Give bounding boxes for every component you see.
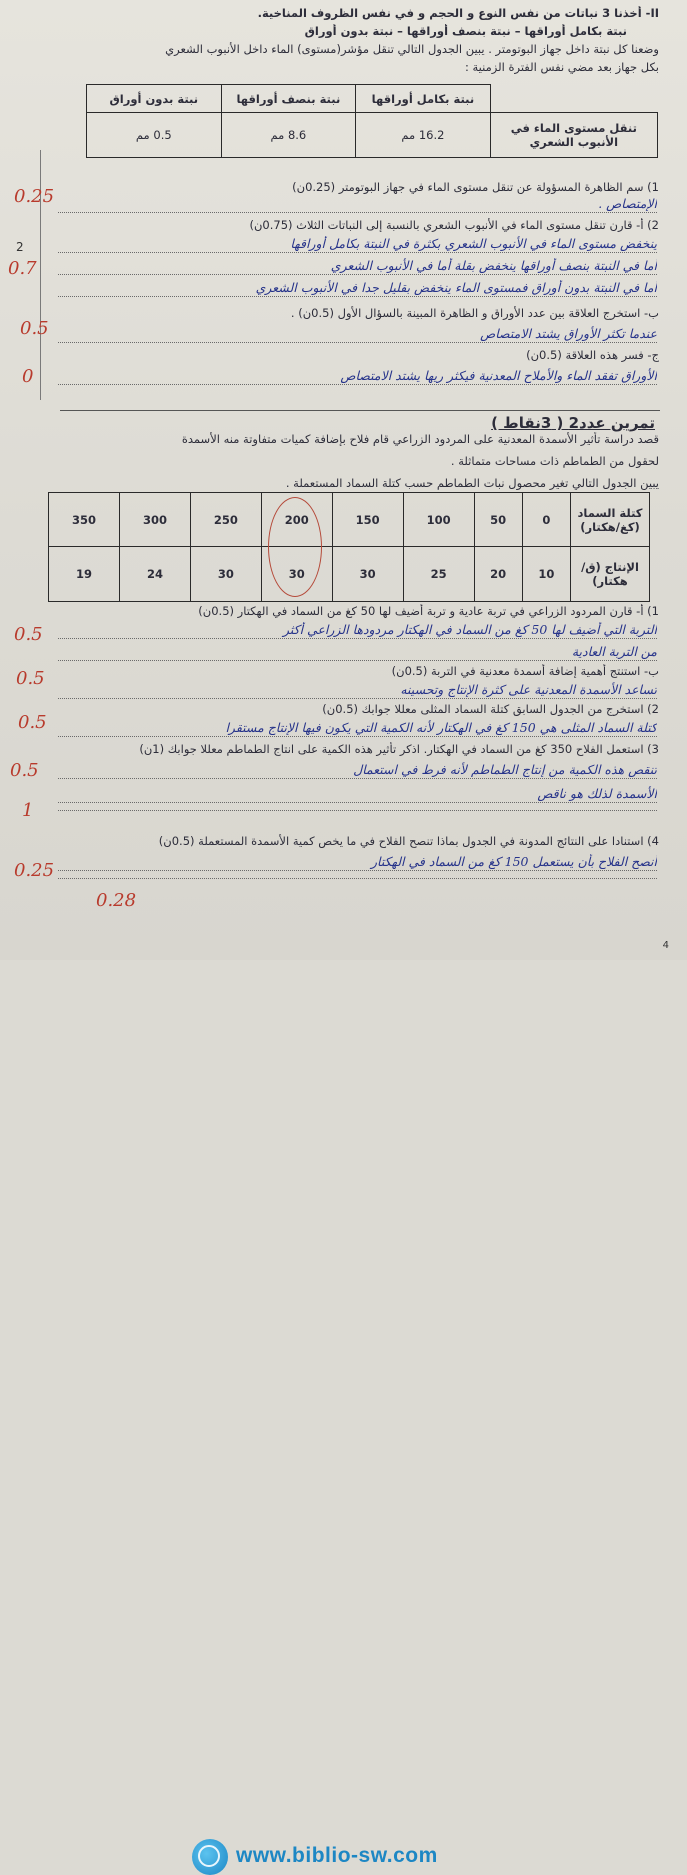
page-number: 4 — [662, 940, 669, 951]
margin-score-total: 2 — [16, 240, 24, 254]
table2-mass-cell: 250 — [190, 493, 261, 547]
exercise-2-title: تمرين عدد2 ( 3نقاط ) — [491, 414, 655, 432]
answer-2-3-line3 — [58, 810, 657, 811]
globe-logo-icon — [192, 1839, 228, 1875]
table2-mass-cell: 150 — [332, 493, 403, 547]
answer-1-2a-line2: أما في النبتة بنصف أوراقها ينخفض بقلة أما في الأنبوب الشعري — [58, 258, 657, 275]
answer-1-2b: عندما تكثر الأوراق يشتد الامتصاص — [58, 326, 657, 343]
table2-mass-cell: 200 — [261, 493, 332, 547]
table2-yield-cell: 30 — [261, 547, 332, 602]
table2-mass-cell: 50 — [474, 493, 522, 547]
site-url[interactable]: www.biblio-sw.com — [236, 1844, 438, 1867]
table2-yield-cell: 24 — [120, 547, 191, 602]
table-water-level — [86, 84, 658, 158]
section1-number: II- — [645, 6, 659, 20]
answer-2-3-line1: تنقص هذه الكمية من إنتاج الطماطم لأنه فرط في استعمال — [58, 762, 657, 779]
question-1-2c: ج- فسر هذه العلاقة (0.5ن) — [526, 348, 659, 362]
table2-yield-cell: 10 — [522, 547, 570, 602]
grade-mark: 0.28 — [96, 890, 137, 911]
section1-intro-text: أخذنا 3 نباتات من نفس النوع و الحجم و في نفس الظروف المناخية. — [257, 6, 642, 20]
table2-row1-label: كتلة السماد (كغ/هكتار) — [571, 493, 650, 547]
section2-intro-line1: قصد دراسة تأثير الأسمدة المعدنية على المردود الزراعي قام فلاح بإضافة كميات متفاوتة منه الأسمدة — [181, 432, 659, 446]
question-2-1b: ب- استنتج أهمية إضافة أسمدة معدنية في التربة (0.5ن) — [391, 664, 659, 678]
answer-2-3-line2: الأسمدة لذلك هو ناقص — [58, 786, 657, 803]
grade-mark: 0.5 — [14, 624, 43, 645]
table2-mass-cell: 100 — [403, 493, 474, 547]
question-2-4: 4) استنادا على النتائج المدونة في الجدول بماذا تنصح الفلاح في ما يخص كمية الأسمدة المستعملة (0.5ن) — [158, 834, 659, 848]
table-fertilizer-yield — [48, 492, 650, 602]
grade-mark: 0.5 — [16, 668, 45, 689]
table1-value-half: 8.6 مم — [221, 113, 356, 158]
grade-mark: 0.5 — [10, 760, 39, 781]
table2-yield-cell: 30 — [332, 547, 403, 602]
table2-mass-cell: 350 — [49, 493, 120, 547]
table1-header-no-leaves: نبتة بدون أوراق — [87, 85, 222, 113]
answer-2-2: كتلة السماد المثلى هي 150 كغ في الهكتار لأنه الكمية التي يكون فيها الإنتاج مستقرا — [58, 720, 657, 737]
table1-value-full: 16.2 مم — [356, 113, 491, 158]
answer-1-2a-line3: أما في النبتة بدون أوراق فمستوى الماء ينخفض بقليل جدا في الأنبوب الشعري — [58, 280, 657, 297]
section1-intro-line4: بكل جهاز بعد مضي نفس الفترة الزمنية : — [464, 60, 659, 74]
grade-mark: 0.5 — [20, 318, 49, 339]
answer-1-2c: الأوراق تفقد الماء والأملاح المعدنية فيكثر ريها يشتد الامتصاص — [58, 368, 657, 385]
answer-2-4-line2 — [58, 878, 657, 879]
grade-mark: 0.25 — [14, 860, 55, 881]
answer-2-1b: تساعد الأسمدة المعدنية على كثرة الإنتاج وتحسينه — [58, 682, 657, 699]
table2-yield-cell: 30 — [190, 547, 261, 602]
table1-corner-cell — [490, 85, 657, 113]
grade-mark: 0.5 — [18, 712, 47, 733]
table1-header-half-leaves: نبتة بنصف أوراقها — [221, 85, 356, 113]
answer-2-1a-line2: من التربة العادية — [58, 644, 657, 661]
question-2-3: 3) استعمل الفلاح 350 كغ من السماد في الهكتار. اذكر تأثير هذه الكمية على انتاج الطماطم معللا جوابك (1ن) — [139, 742, 659, 756]
table2-row2-label: الإنتاج (ق/هكتار) — [571, 547, 650, 602]
question-2-2: 2) استخرج من الجدول السابق كتلة السماد المثلى معللا جوابك (0.5ن) — [322, 702, 659, 716]
answer-1-1: الإمتصاص . — [58, 196, 657, 213]
table1-value-none: 0.5 مم — [87, 113, 222, 158]
answer-2-1a-line1: التربة التي أضيف لها 50 كغ من السماد في الهكتار مردودها الزراعي أكثر — [58, 622, 657, 639]
question-1-2b: ب- استخرج العلاقة بين عدد الأوراق و الظاهرة المبينة بالسؤال الأول (0.5ن) . — [290, 306, 659, 320]
grade-mark: 0.7 — [8, 258, 37, 279]
section2-intro-line2: لحقول من الطماطم ذات مساحات متماثلة . — [450, 454, 659, 468]
table2-yield-cell: 19 — [49, 547, 120, 602]
section1-intro-line2: نبتة بكامل أوراقها – نبتة بنصف أوراقها – نبتة بدون أوراق — [304, 24, 627, 38]
table1-header-full-leaves: نبتة بكامل أوراقها — [356, 85, 491, 113]
section1-intro-line3: وضعنا كل نبتة داخل جهاز البوتومتر . يبين الجدول التالي تنقل مؤشر(مستوى) الماء داخل الأنبوب الشعري — [165, 42, 659, 56]
table2-mass-cell: 300 — [120, 493, 191, 547]
table2-yield-cell: 20 — [474, 547, 522, 602]
answer-1-2a-line1: ينخفض مستوى الماء في الأنبوب الشعري بكثرة في النبتة بكامل أوراقها — [58, 236, 657, 253]
question-1-2a: 2) أ- قارن تنقل مستوى الماء في الأنبوب الشعري بالنسبة إلى النباتات الثلاث (0.75ن) — [249, 218, 659, 232]
section2-intro-line3: يبين الجدول التالي تغير محصول نبات الطماطم حسب كتلة السماد المستعملة . — [285, 476, 659, 490]
table2-yield-cell: 25 — [403, 547, 474, 602]
grade-mark: 1 — [22, 800, 34, 821]
grade-mark: 0.25 — [14, 186, 55, 207]
section1-intro-line1 — [60, 6, 659, 21]
question-2-1a: 1) أ- قارن المردود الزراعي في تربة عادية و تربة أضيف لها 50 كغ من السماد في الهكتار (0.5ن) — [198, 604, 659, 618]
table2-mass-cell: 0 — [522, 493, 570, 547]
answer-2-4: أنصح الفلاح بأن يستعمل 150 كغ من السماد في الهكتار — [58, 854, 657, 871]
grade-mark: 0 — [22, 366, 34, 387]
question-1-1: 1) سم الظاهرة المسؤولة عن تنقل مستوى الماء في جهاز البوتومتر (0.25ن) — [292, 180, 659, 194]
section-divider — [60, 410, 660, 411]
footer — [0, 918, 687, 1867]
circle-annotation-150 — [268, 497, 322, 597]
table1-row-label: تنقل مستوى الماء في الأنبوب الشعري — [490, 113, 657, 158]
